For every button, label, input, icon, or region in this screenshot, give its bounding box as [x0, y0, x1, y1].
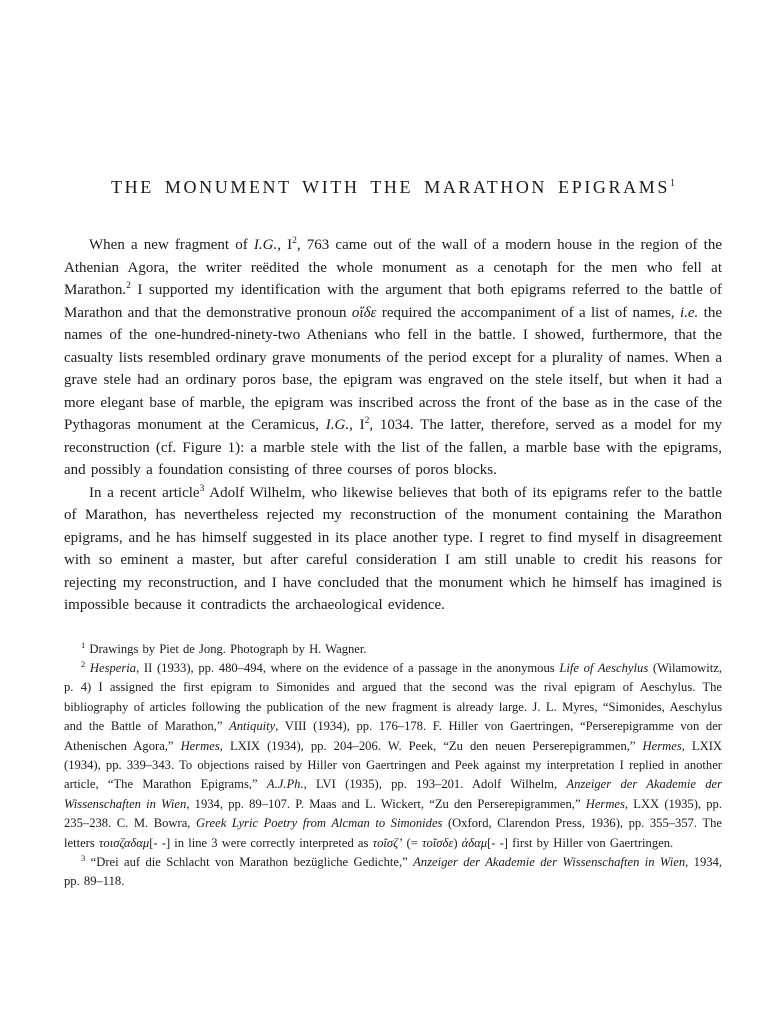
article-title: THE MONUMENT WITH THE MARATHON EPIGRAMS$^1$: [111, 177, 675, 197]
footnote-1: $^1$ Drawings by Piet de Jong. Photograph by H. Wagner.: [81, 639, 367, 656]
article-body: [64, 234, 722, 617]
body-paragraph-1: When a new fragment of I.G., $I^2$, 763 came out of the wall of a modern house in the region of the Athenian Agora, the writer reëdited the whole monument as a cenotaph for the men who fell at Marathon.$^2$ I supported my identification with the argument that both epigrams referred to the battle of Marathon and that the demonstrative pronoun οἵδε required the accompaniment of a list of names, i.e. the names of the one-hundred-ninety-two Athenians who fell in the battle. I showed, furthermore, that the casualty lists resembled ordinary grave monuments of the period except for a plurality of names. When a grave stele had an ordinary poros base, the epigram was engraved on the stele itself, but when it had a more elegant base of marble, the epigram was inscribed across the front of the base as in the case of the Pythagoras monument at the Ceramicus, I.G., $I^2$, 1034. The latter, therefore, served as a model for my reconstruction (cf. Figure 1): a marble stele with the list of the fallen, a marble base with the epigrams, and possibly a foundation consisting of three courses of poros blocks.: [64, 236, 722, 478]
footnote-2: $^2$ Hesperia, II (1933), pp. 480–494, where on the evidence of a passage in the anonymous Life of Aeschylus (Wilamowitz, p. 4) I assigned the first epigram to Simonides and argued that the second was the rival epigram of Aeschylus. The bibliography of articles following the publication of the new fragment is already large. J. L. Myres, “Simonides, Aeschylus and the Battle of Marathon,” Antiquity, VIII (1934), pp. 176–178. F. Hiller von Gaertringen, “Perserepigramme von der Athenischen Agora,” Hermes, LXIX (1934), pp. 204–206. W. Peek, “Zu den neuen Perserepigrammen,” Hermes, LXIX (1934), pp. 339–343. To objections raised by Hiller von Gaertringen and Peek against my interpretation I replied in another article, “The Marathon Epigrams,” A.J.Ph., LVI (1935), pp. 193–201. Adolf Wilhelm, Anzeiger der Akademie der Wissenschaften in Wien, 1934, pp. 89–107. P. Maas and L. Wickert, “Zu den Perserepigrammen,” Hermes, LXX (1935), pp. 235–238. C. M. Bowra, Greek Lyric Poetry from Alcman to Simonides (Oxford, Clarendon Press, 1936), pp. 355–357. The letters τοισζαδαμ[- -] in line 3 were correctly interpreted as τοῖσζ’ (= τοῖσδε) ἀδαμ[- -] first by Hiller von Gaertringen.: [64, 658, 722, 850]
body-paragraph-2: In a recent article$^3$ Adolf Wilhelm, who likewise believes that both of its epigrams refer to the battle of Marathon, has nevertheless rejected my reconstruction of the monument containing the Marathon epigrams, and he has himself suggested in its place another type. I regret to find myself in disagreement with so eminent a master, but after careful consideration I am still unable to credit his reasons for rejecting my reconstruction, and I have concluded that the monument which he himself has imagined is impossible because it contradicts the archaeological evidence.: [64, 483, 723, 613]
footnotes-section: [64, 640, 722, 892]
footnote-3: $^3$ “Drei auf die Schlacht von Marathon bezügliche Gedichte,” Anzeiger der Akademie der Wissenschaften in Wien, 1934, pp. 89–118.: [64, 852, 722, 889]
